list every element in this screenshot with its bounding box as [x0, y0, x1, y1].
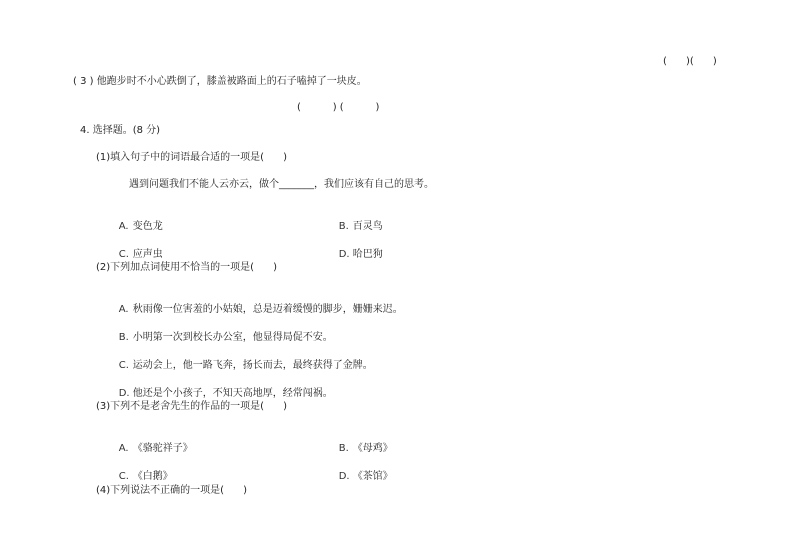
- q3-stem: (3)下列不是老舍先生的作品的一项是( ): [96, 401, 288, 412]
- option-text: 运动会上，他一路飞奔，扬长而去，最终获得了金牌。: [132, 360, 373, 371]
- option-letter: C.: [118, 471, 129, 482]
- option-text: 百灵鸟: [352, 221, 383, 232]
- q2-stem: (2)下列加点词使用不恰当的一项是( ): [96, 262, 278, 273]
- option-text: 小明第一次到校长办公室，他显得局促不安。: [132, 332, 333, 343]
- option-letter: B.: [338, 221, 349, 232]
- option-letter: A.: [118, 304, 129, 315]
- q1-stem: (1)填入句子中的词语最合适的一项是( ): [96, 152, 288, 163]
- option-text: 变色龙: [132, 221, 163, 232]
- option-letter: D.: [338, 249, 350, 260]
- answer-brackets-top: ( )( ): [663, 56, 717, 67]
- q1-sentence: 遇到问题我们不能人云亦云，做个_______，我们应该有自己的思考。: [129, 179, 434, 190]
- option-text: 《母鸡》: [352, 443, 393, 454]
- option-letter: B.: [118, 332, 129, 343]
- question-3-sentence: ( 3 ) 他跑步时不小心跌倒了，膝盖被路面上的石子嗑掉了一块皮。: [73, 76, 367, 87]
- option-text: 他还是个小孩子，不知天高地厚，经常闯祸。: [132, 388, 333, 399]
- option-text: 《白鹅》: [132, 471, 173, 482]
- option-letter: D.: [118, 388, 130, 399]
- option-letter: C.: [118, 360, 129, 371]
- q3-option-d[interactable]: [326, 456, 393, 498]
- q1-option-d[interactable]: [326, 234, 383, 276]
- option-text: 秋雨像一位害羞的小姑娘，总是迈着缓慢的脚步，姗姗来迟。: [132, 304, 403, 315]
- option-letter: D.: [338, 471, 350, 482]
- option-text: 哈巴狗: [352, 249, 383, 260]
- option-letter: B.: [338, 443, 349, 454]
- section-4-title: 4. 选择题。(8 分): [80, 125, 161, 136]
- option-letter: A.: [118, 443, 129, 454]
- answer-brackets-q3: ( ) ( ): [297, 102, 380, 113]
- option-letter: A.: [118, 221, 129, 232]
- q4-stem: (4)下列说法不正确的一项是( ): [96, 485, 248, 496]
- option-text: 应声虫: [132, 249, 163, 260]
- option-text: 《骆驼祥子》: [132, 443, 193, 454]
- option-letter: C.: [118, 249, 129, 260]
- option-text: 《茶馆》: [352, 471, 393, 482]
